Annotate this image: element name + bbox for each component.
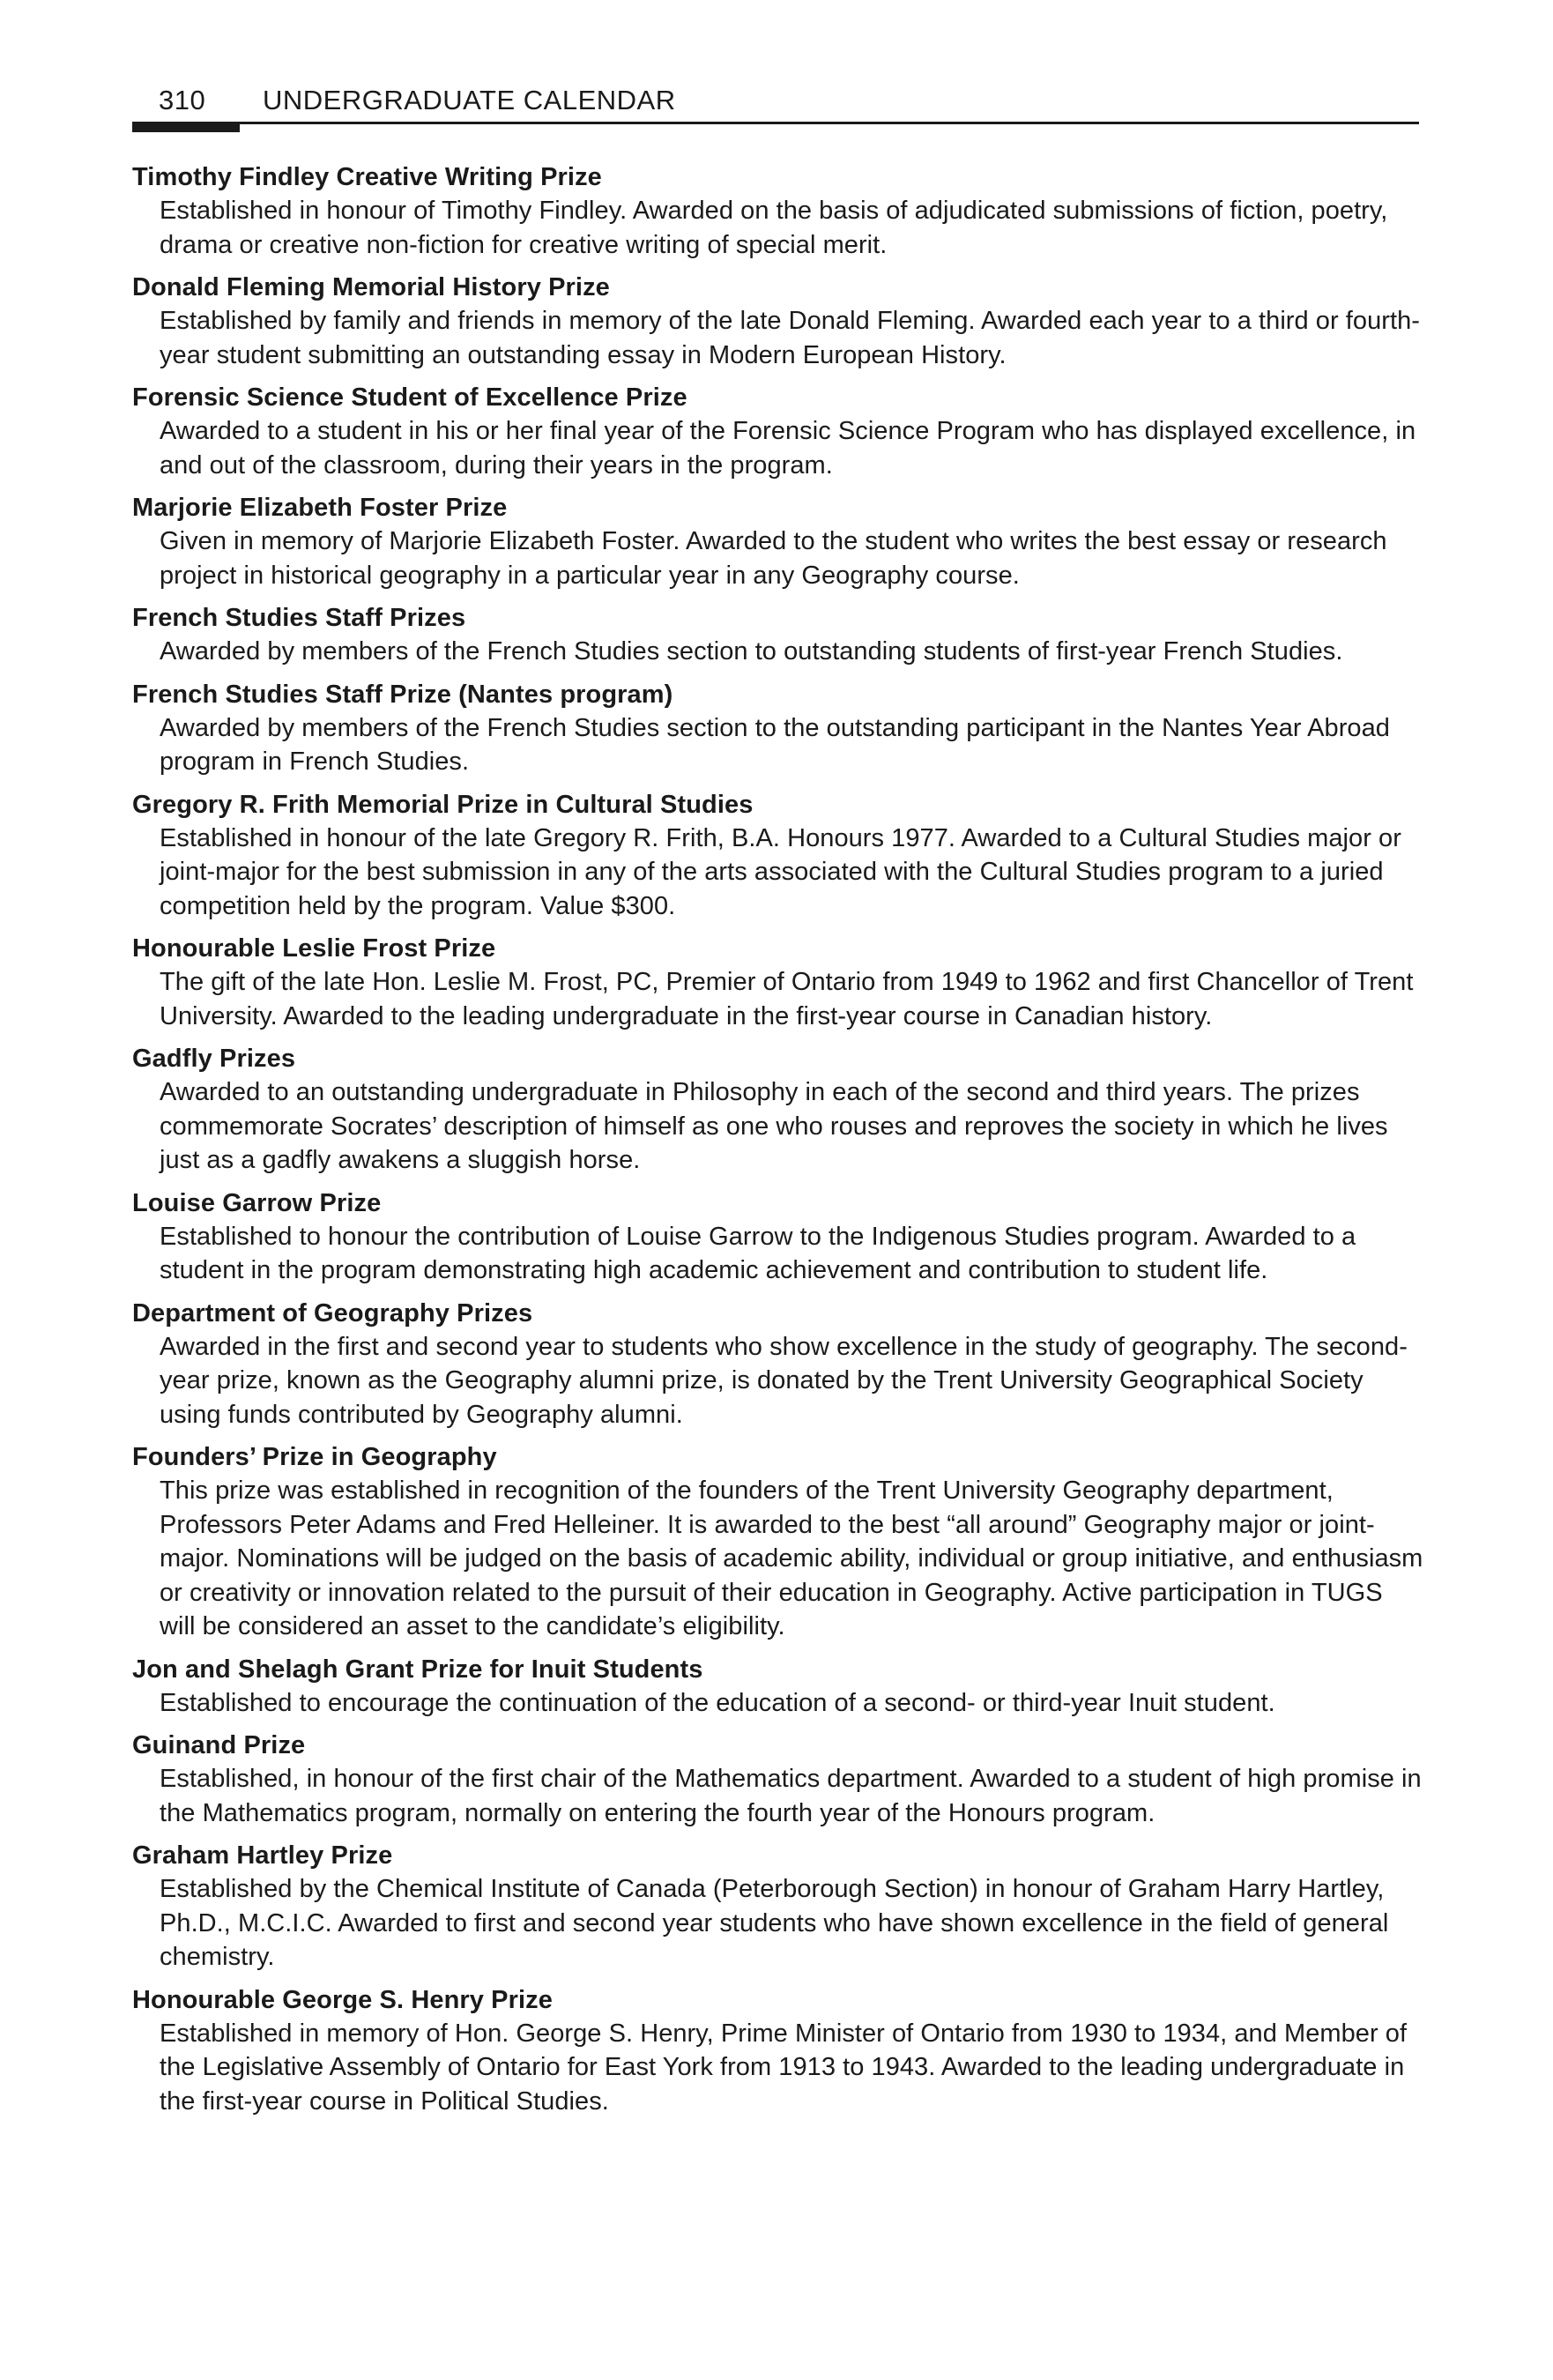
prize-entry [132, 1729, 1423, 1830]
prize-entry [132, 1983, 1423, 2119]
prize-title: Donald Fleming Memorial History Prize [132, 273, 610, 301]
prize-title: Gregory R. Frith Memorial Prize in Cultural Studies [132, 790, 754, 819]
prize-title: Honourable George S. Henry Prize [132, 1985, 553, 2014]
prize-description: Established in memory of Hon. George S. Henry, Prime Minister of Ontario from 1930 to 1934, and Member of the Legislative Assembly of Ontario for East York from 1913 to 1943. Awarded to the leading undergraduate in the first-year course in Political Studies. [160, 2019, 1408, 2116]
running-header [132, 81, 1419, 123]
prize-title: French Studies Staff Prize (Nantes program) [132, 680, 673, 709]
prize-entry [132, 160, 1423, 262]
prize-description: Established by family and friends in memory of the late Donald Fleming. Awarded each year to a third or fourth-year student submitting an outstanding essay in Modern European History. [160, 307, 1420, 369]
prize-description: Awarded to a student in his or her final year of the Forensic Science Program who has displayed excellence, in and out of the classroom, during their years in the program. [160, 417, 1416, 480]
prize-description: Awarded to an outstanding undergraduate in Philosophy in each of the second and third years. The prizes commemorate Socrates’ description of himself as one who rouses and reproves the society in which he lives just as a gadfly awakens a sluggish horse. [160, 1078, 1388, 1174]
prize-title: Timothy Findley Creative Writing Prize [132, 163, 602, 191]
prize-description: Established, in honour of the first chair of the Mathematics department. Awarded to a student of high promise in the Mathematics program, normally on entering the fourth year of the Honours program. [160, 1765, 1422, 1827]
prize-description: Established by the Chemical Institute of Canada (Peterborough Section) in honour of Graham Harry Hartley, Ph.D., M.C.I.C. Awarded to first and second year students who have shown excellence in the field of general chemistry. [160, 1875, 1389, 1971]
page-number: 310 [159, 85, 206, 115]
prize-description: This prize was established in recognition of the founders of the Trent University Geography department, Professors Peter Adams and Fred Helleiner. It is awarded to the best “all around” Geography major or joint-major. Nominations will be judged on the basis of academic ability, individual or group initiative, and enthusiasm or creativity or innovation related to the pursuit of their education in Geography. Active participation in TUGS will be considered an asset to the candidate’s eligibility. [160, 1476, 1423, 1640]
prize-entry [132, 491, 1423, 592]
prize-entry [132, 1297, 1423, 1432]
prize-entry [132, 788, 1423, 924]
prize-title: Graham Hartley Prize [132, 1841, 393, 1870]
prize-title: Forensic Science Student of Excellence Prize [132, 383, 687, 412]
prize-description: The gift of the late Hon. Leslie M. Frost, PC, Premier of Ontario from 1949 to 1962 and first Chancellor of Trent University. Awarded to the leading undergraduate in the first-year course in Canadian history. [160, 968, 1414, 1030]
prize-entry [132, 601, 1423, 669]
prize-description: Established to encourage the continuation of the education of a second- or third-year Inuit student. [160, 1688, 1275, 1717]
prize-title: Gadfly Prizes [132, 1045, 296, 1073]
header-rule [132, 122, 1419, 124]
prize-entry [132, 381, 1423, 482]
prize-entry [132, 1042, 1423, 1178]
prize-list [132, 160, 1423, 2127]
prize-title: Marjorie Elizabeth Foster Prize [132, 494, 508, 522]
prize-description: Established in honour of Timothy Findley. Awarded on the basis of adjudicated submissions of fiction, poetry, drama or creative non-fiction for creative writing of special merit. [160, 197, 1388, 259]
prize-description: Awarded by members of the French Studies section to outstanding students of first-year French Studies. [160, 637, 1343, 666]
prize-description: Awarded by members of the French Studies section to the outstanding participant in the Nantes Year Abroad program in French Studies. [160, 713, 1390, 776]
prize-entry [132, 1839, 1423, 1975]
prize-entry [132, 1186, 1423, 1288]
prize-entry [132, 678, 1423, 779]
prize-title: Louise Garrow Prize [132, 1188, 382, 1217]
prize-description: Established in honour of the late Gregory R. Frith, B.A. Honours 1977. Awarded to a Cultural Studies major or joint-major for the best submission in any of the arts associated with the Cultural Studies program to a juried competition held by the program. Value $300. [160, 823, 1401, 920]
prize-title: Founders’ Prize in Geography [132, 1443, 497, 1471]
header-tab-marker [132, 122, 240, 132]
prize-entry [132, 1653, 1423, 1721]
prize-title: French Studies Staff Prizes [132, 604, 466, 632]
prize-title: Honourable Leslie Frost Prize [132, 934, 496, 963]
prize-title: Guinand Prize [132, 1731, 306, 1759]
prize-description: Awarded in the first and second year to students who show excellence in the study of geography. The second-year prize, known as the Geography alumni prize, is donated by the Trent University Geographical Society using funds contributed by Geography alumni. [160, 1332, 1408, 1429]
prize-title: Department of Geography Prizes [132, 1298, 533, 1328]
prize-entry [132, 1440, 1423, 1644]
prize-entry [132, 271, 1423, 372]
prize-entry [132, 932, 1423, 1033]
prize-description: Established to honour the contribution of Louise Garrow to the Indigenous Studies program. Awarded to a student in the program demonstrating high academic achievement and contribution to student life. [160, 1222, 1356, 1284]
prize-description: Given in memory of Marjorie Elizabeth Foster. Awarded to the student who writes the best essay or research project in historical geography in a particular year in any Geography course. [160, 527, 1387, 590]
header-title: UNDERGRADUATE CALENDAR [263, 85, 676, 115]
prize-title: Jon and Shelagh Grant Prize for Inuit Students [132, 1655, 703, 1684]
